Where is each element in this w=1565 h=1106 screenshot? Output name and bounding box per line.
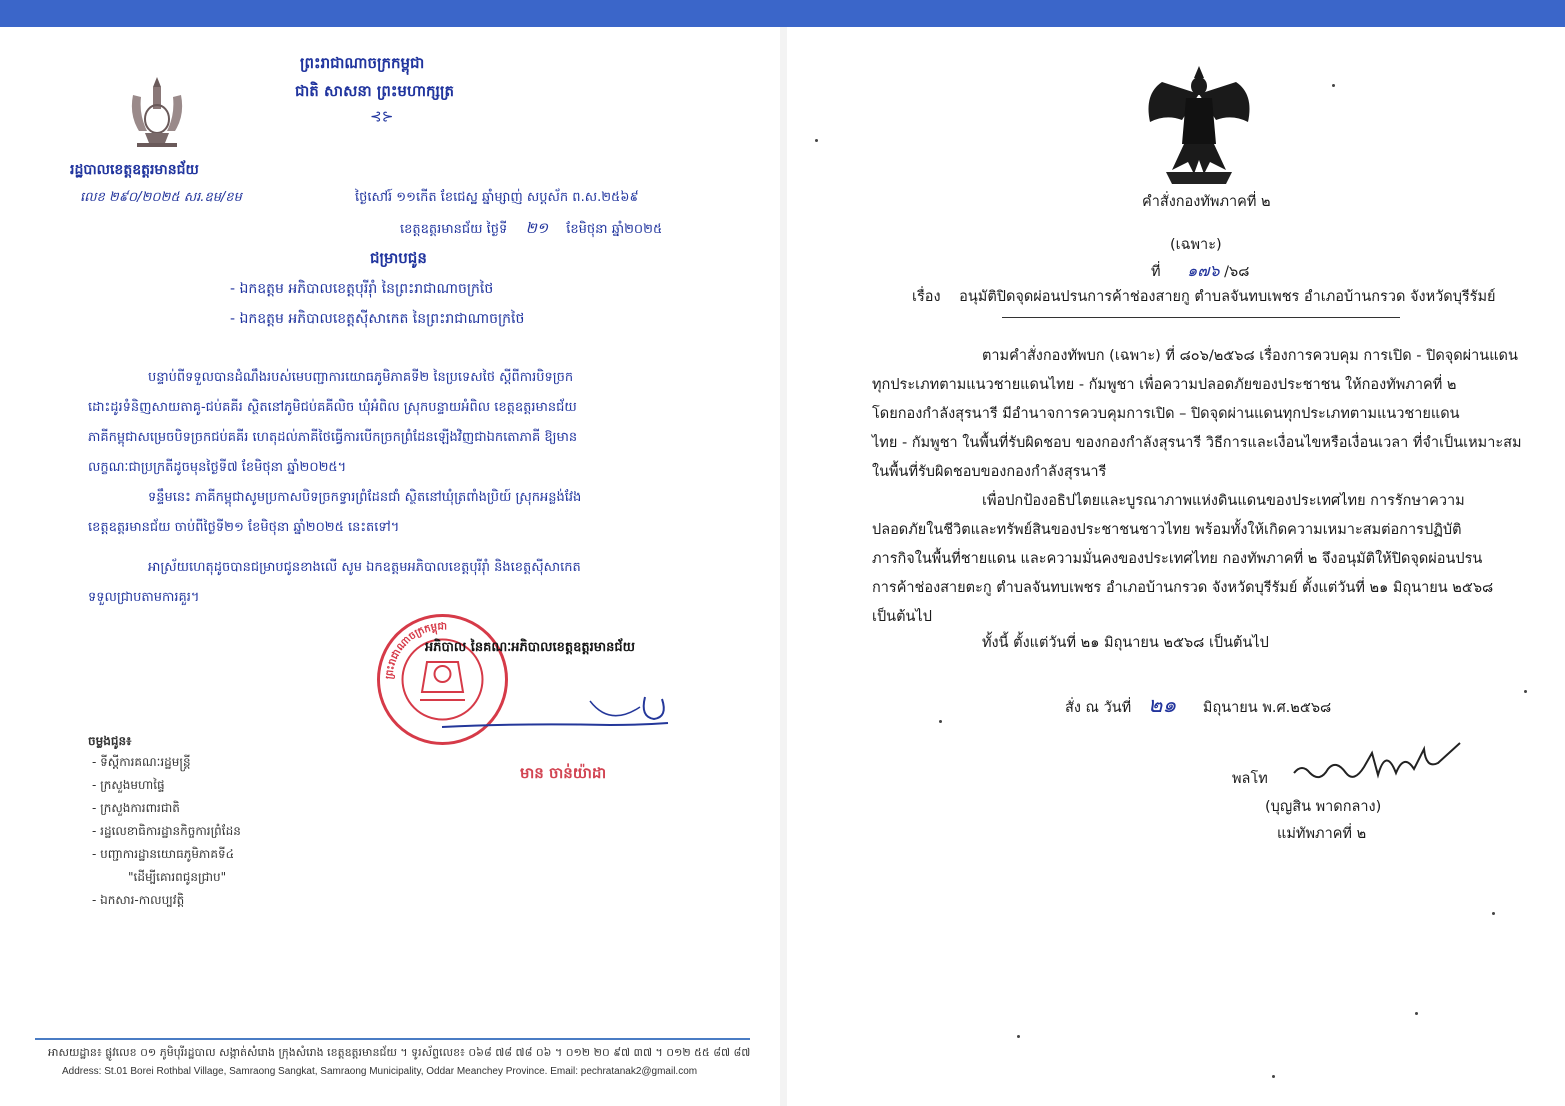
signatory-title: អភិបាល នៃគណៈអភិបាលខេត្តឧត្តរមានជ័យ [425,640,636,655]
signer-name: (บุญสิน พาดกลาง) [1265,799,1382,815]
subject-label: เรื่อง [912,289,941,305]
cc-item-note: "ដើម្បីគោរពជូនជ្រាប" [128,870,227,884]
date-line-suffix: ខែមិថុនា ឆ្នាំ២០២៥ [566,222,663,237]
cc-item-1: - ទីស្តីការគណៈរដ្ឋមន្ត្រី [92,755,191,769]
signer-rank: พลโท [1232,771,1268,787]
order-number [1151,259,1249,284]
paragraph1-line-4: ไทย - กัมพูชา ในพื้นที่รับผิดชอบ ของกองกำลังสุรนารี วิธีการและเงื่อนไขหรือเงื่อนเวลา ที่จำเป็นเหมาะสม [872,435,1522,451]
footer-address-english: Address: St.01 Borei Rothbal Village, Samraong Sangkat, Samraong Municipality, Oddar Meanchey Province. Email: pechratanak2@gmail.com [62,1066,698,1077]
cambodia-royal-emblem-icon [125,75,189,151]
cc-heading: ចម្លងជូន៖ [88,734,132,748]
seal-text: ព្រះរាជាណាចក្រកម្ពុជា [384,621,448,680]
reference-number: លេខ ២៩០/២០២៥ សរ.ឧម/ខម [80,190,242,205]
garuda-emblem-icon [1142,64,1257,189]
paragraph2-line-5: เป็นต้นไป [872,609,932,625]
classification: (เฉพาะ) [1170,237,1222,253]
date-line-prefix: ខេត្តឧត្តរមានជ័យ ថ្ងៃទី [400,222,508,237]
order-title: คำสั่งกองทัพภาคที่ ๒ [1142,194,1271,210]
signer-position: แม่ทัพภาคที่ ๒ [1277,826,1367,842]
body-line-2: ដោះដូរទំនិញសាយតាគូ-ជប់គគីរ ស្ថិតនៅភូមិជប់គគីលិច ឃុំអំពិល ស្រុកបន្ទាយអំពិល ខេត្តឧត្តរមានជ័យ [88,400,577,415]
subject-divider [1002,317,1400,318]
body-line-3: ភាគីកម្ពុជាសម្រេចបិទច្រកជប់គគីរ ហេតុដល់ភាគីថៃធ្វើការបើកច្រកព្រំដែនឡើងវិញជាឯកតោភាគី ឱ្យមាន [88,430,578,445]
body-line-6: ខេត្តឧត្តរមានជ័យ ចាប់ពីថ្ងៃទី២១ ខែមិថុនា ឆ្នាំ២០២៥ នេះតទៅ។ [88,520,400,535]
paragraph1-line-1: ตามคำสั่งกองทัพบก (เฉพาะ) ที่ ๘๐๖/๒๕๖๘ เรื่องการควบคุม การเปิด - ปิดจุดผ่านแดน [982,348,1518,364]
date-line [400,219,662,241]
footer-address-khmer: អាសយដ្ឋាន៖ ផ្លូវលេខ ០១ ភូមិបុរីរដ្ឋបាល សង្កាត់សំរោង ក្រុងសំរោង ខេត្តឧត្តរមានជ័យ ។ ទូរស័ព្ទលេខ៖ ០៦៨ ៧៨ ៧៨ ០៦ ។ ០១២ ២០ ៩៧ ៣៧ ។ ០១២ ៥៥ ៨៧ ៨៧ [48,1046,751,1059]
body-line-1: បន្ទាប់ពីទទួលបានដំណឹងរបស់មេបញ្ជាការយោធភូមិភាគទី២ នៃប្រទេសថៃ ស្តីពីការបិទច្រក [148,370,574,385]
order-number-handwritten: ๑๗๖ [1187,261,1220,280]
order-number-suffix: /๖๘ [1224,264,1250,280]
paragraph1-line-3: โดยกองกำลังสุรนารี มีอำนาจการควบคุมการเปิด – ปิดจุดผ่านแดนทุกประเภทตามแนวชายแดน [872,406,1460,422]
scan-speck [1017,1035,1020,1038]
scan-speck [815,139,818,142]
footer-divider [35,1038,750,1040]
signature-khmer-icon [440,687,680,737]
scan-speck [1492,912,1495,915]
paragraph1-line-5: ในพื้นที่รับผิดชอบของกองกำลังสุรนารี [872,464,1107,480]
administration-name: រដ្ឋបាលខេត្តឧត្តរមានជ័យ [70,162,199,178]
khmer-letter-page [0,27,780,1106]
paragraph2-line-4: การค้าช่องสายตะกู ตำบลจันทบเพชร อำเภอบ้านกรวด จังหวัดบุรีรัมย์ ตั้งแต่วันที่ ๒๑ มิถุนายน ๒๕๖๘ [872,580,1494,596]
top-bar [0,0,1565,27]
cc-item-2: - ក្រសួងមហាផ្ទៃ [92,778,165,792]
subject-line [912,285,1496,308]
ordered-day-handwritten: ๒๑ [1147,693,1177,718]
thai-order-page [787,27,1565,1106]
scan-speck [1272,1075,1275,1078]
recipient-1: - ឯកឧត្តម អភិបាលខេត្តបុរីរ៉ាំ នៃព្រះរាជាណាចក្រថៃ [230,281,494,297]
addressed-heading: ជម្រាបជូន [370,249,427,267]
cc-item-4: - រដ្ឋលេខាធិការដ្ឋានកិច្ចការព្រំដែន [92,824,241,838]
scan-speck [1332,84,1335,87]
closing-line-1: អាស្រ័យហេតុដូចបានជម្រាបជូនខាងលើ សូម ឯកឧត្តមអភិបាលខេត្តបុរីរ៉ាំ និងខេត្តស៊ីសាកេត [148,560,581,575]
subject-text: อนุมัติปิดจุดผ่อนปรนการค้าช่องสายกู ตำบลจันทบเพชร อำเภอบ้านกรวด จังหวัดบุรีรัมย์ [959,289,1496,305]
scan-speck [939,720,942,723]
paragraph2-line-1: เพื่อปกป้องอธิปไตยและบูรณาภาพแห่งดินแดนของประเทศไทย การรักษาความ [982,493,1465,509]
date-day-handwritten: ២១ [525,219,549,237]
ordered-date-line [1065,687,1331,722]
ordered-month-year: มิถุนายน พ.ศ.๒๕๖๘ [1202,700,1332,716]
paragraph2-line-2: ปลอดภัยในชีวิตและทรัพย์สินของประชาชนชาวไทย พร้อมทั้งให้เกิดความเหมาะสมต่อการปฏิบัติ [872,522,1462,538]
lunar-date: ថ្ងៃសៅរ៍ ១១កើត ខែជេស្ឋ ឆ្នាំម្សាញ់ សប្តស័ក ព.ស.២៥៦៩ [355,190,639,205]
order-number-label: ที่ [1151,264,1161,280]
ordered-label: สั่ง ณ วันที่ [1065,700,1132,716]
signatory-name: មាន ចាន់យ៉ាដា [520,764,607,782]
paragraph2-line-3: ภารกิจในพื้นที่ชายแดน และความมั่นคงของประเทศไทย กองทัพภาคที่ ๒ จึงอนุมัติให้ปิดจุดผ่อนปรน [872,551,1483,567]
motto-heading: ជាតិ សាសនា ព្រះមហាក្សត្រ [295,82,454,100]
effective-date-line: ทั้งนี้ ตั้งแต่วันที่ ๒๑ มิถุนายน ๒๕๖๘ เป็นต้นไป [982,635,1269,651]
cc-item-6: - ឯកសារ-កាលប្បវត្តិ [92,893,185,907]
recipient-2: - ឯកឧត្តម អភិបាលខេត្តស៊ីសាកេត នៃព្រះរាជាណាចក្រថៃ [230,311,525,327]
scan-speck [1524,690,1527,693]
paragraph1-line-2: ทุกประเภทตามแนวชายแดนไทย - กัมพูชา เพื่อความปลอดภัยของประชาชน ให้กองทัพภาคที่ ๒ [872,377,1457,393]
cc-item-3: - ក្រសួងការពារជាតិ [92,801,180,815]
body-line-4: លក្ខណៈជាប្រក្រតីដូចមុនថ្ងៃទី៧ ខែមិថុនា ឆ្នាំ២០២៥។ [88,460,347,475]
body-line-5: ទន្ទឹមនេះ ភាគីកម្ពុជាសូមប្រកាសបិទច្រកទ្វារព្រំដែនជាំ ស្ថិតនៅឃុំត្រពាំងប្រិយ៍ ស្រុកអន្លង់វែង [148,490,582,505]
kingdom-heading: ព្រះរាជាណាចក្រកម្ពុជា [300,54,425,72]
ornament-divider: ⊰⊱ [370,109,394,125]
signature-thai-icon [1292,739,1467,789]
cc-item-5: - បញ្ជាការដ្ឋានយោធភូមិភាគទី៤ [92,847,235,861]
scan-speck [1415,1012,1418,1015]
closing-line-2: ទទួលជ្រាបតាមការគួរ។ [88,590,200,605]
